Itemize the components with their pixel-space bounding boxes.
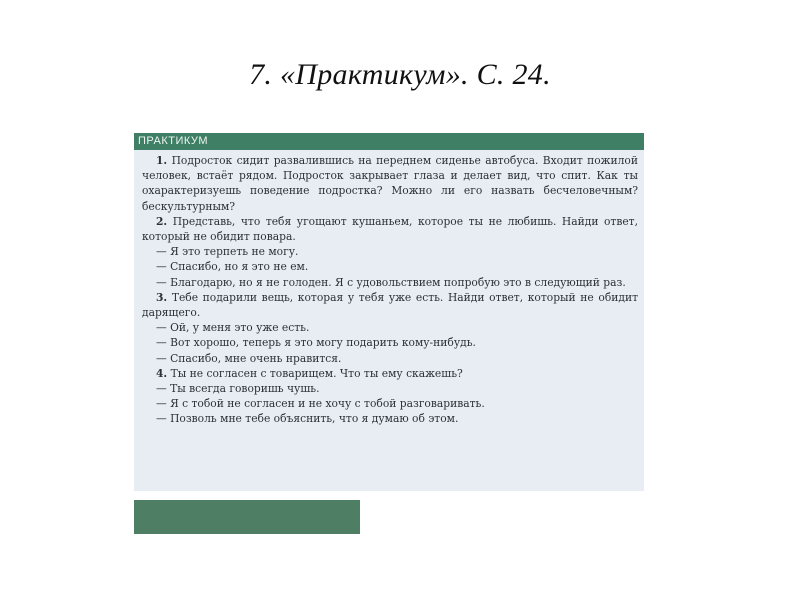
- task-number: 1.: [156, 154, 168, 167]
- task-4: [142, 366, 638, 427]
- scan-header-label: ПРАКТИКУМ: [138, 135, 209, 147]
- answer-option: — Спасибо, мне очень нравится.: [156, 351, 342, 365]
- answer-option: — Вот хорошо, теперь я это могу подарить кому-нибудь.: [156, 336, 476, 350]
- task-body: Тебе подарили вещь, которая у тебя уже есть. Найди ответ, который не обидит дарящего.: [142, 290, 638, 320]
- answer-option: — Я с тобой не согласен и не хочу с тобой разговаривать.: [156, 397, 485, 411]
- task-text: [142, 214, 638, 244]
- answer-option: — Ой, у меня это уже есть.: [156, 321, 310, 335]
- green-decorative-block: [134, 500, 360, 534]
- scan-body: [142, 153, 638, 427]
- task-1: [142, 153, 638, 214]
- answer-option: — Я это терпеть не могу.: [156, 245, 299, 259]
- answer-option: — Благодарю, но я не голоден. Я с удовольствием попробую это в следующий раз.: [156, 275, 626, 289]
- answer-option: — Спасибо, но я это не ем.: [156, 260, 309, 274]
- answer-option: — Позволь мне тебе объяснить, что я думаю об этом.: [156, 412, 459, 426]
- task-number: 3.: [156, 290, 168, 304]
- task-body: Ты не согласен с товарищем. Что ты ему скажешь?: [170, 366, 463, 380]
- task-text: [142, 366, 638, 381]
- slide-title: 7. «Практикум». С. 24.: [249, 58, 551, 91]
- task-2: [142, 214, 638, 290]
- task-text: [142, 153, 638, 214]
- task-number: 4.: [156, 366, 168, 380]
- task-number: 2.: [156, 214, 168, 228]
- task-text: [142, 290, 638, 320]
- scan-header-bar: [134, 133, 644, 150]
- task-3: [142, 290, 638, 366]
- answer-option: — Ты всегда говоришь чушь.: [156, 382, 320, 396]
- textbook-scan: [134, 133, 644, 491]
- task-body: Подросток сидит развалившись на переднем сиденье автобуса. Входит пожилой человек, встаёт рядом. Подросток закрывает глаза и делает вид, что спит. Как ты охарактеризуешь поведение подростка? Можно ли его назвать бесчеловечным? бескультурным?: [142, 154, 638, 213]
- task-body: Представь, что тебя угощают кушаньем, которое ты не любишь. Найди ответ, который не обидит повара.: [142, 214, 638, 244]
